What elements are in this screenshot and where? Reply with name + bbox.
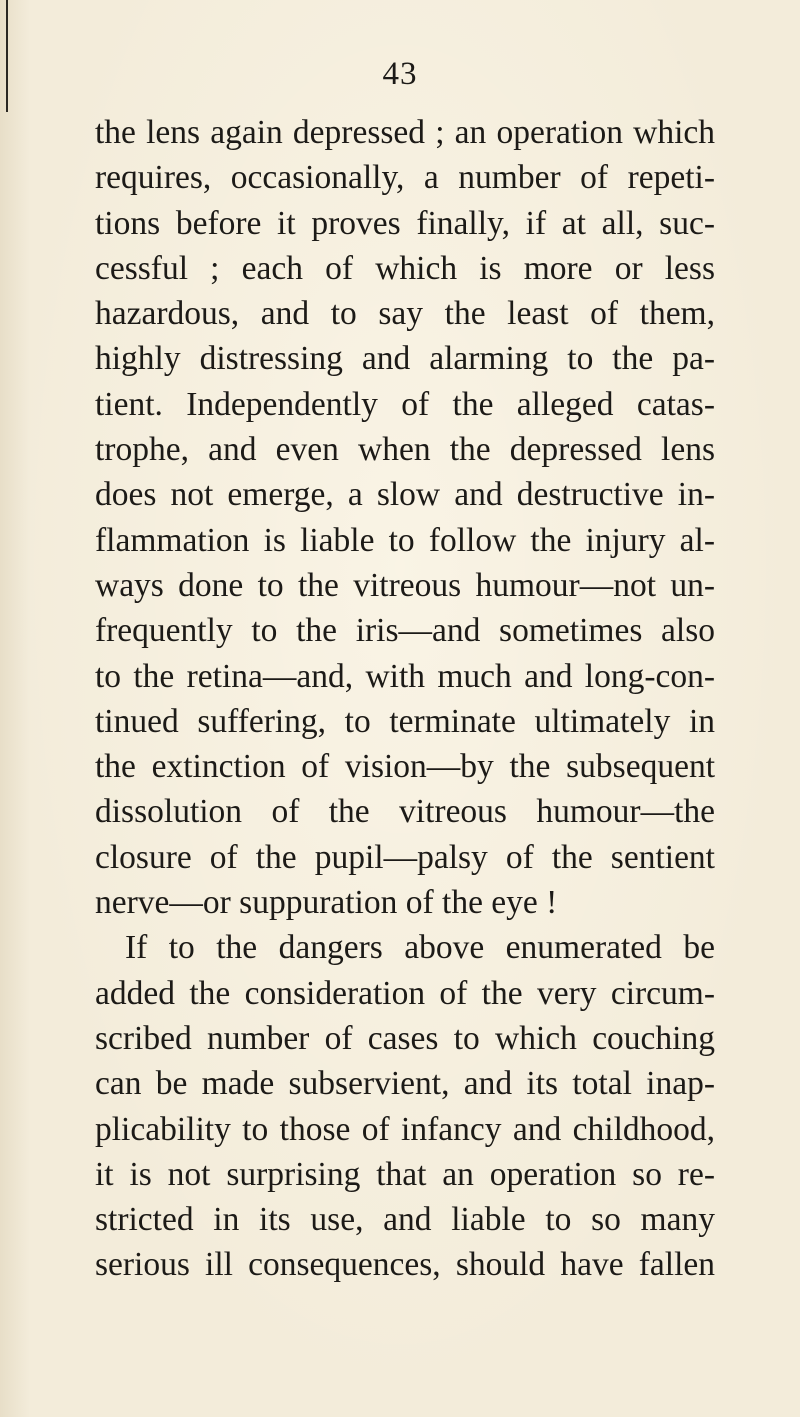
text-line: scribed number of cases to which couching — [95, 1019, 715, 1057]
text-line: it is not surprising that an operation so re- — [95, 1155, 715, 1193]
text-line: added the consideration of the very circum- — [95, 974, 715, 1012]
text-line: tions before it proves finally, if at all, suc- — [95, 204, 715, 242]
text-line: does not emerge, a slow and destructive in- — [95, 476, 715, 514]
text-line: serious ill consequences, should have fallen — [95, 1246, 715, 1284]
text-line: the extinction of vision—by the subsequent — [95, 748, 715, 786]
text-line: tient. Independently of the alleged catas- — [95, 385, 715, 423]
text-line: can be made subservient, and its total inap- — [95, 1065, 715, 1103]
text-line: stricted in its use, and liable to so many — [95, 1201, 715, 1239]
body-text — [95, 110, 715, 1288]
text-line: ways done to the vitreous humour—not un- — [95, 566, 715, 604]
text-line: nerve—or suppuration of the eye ! — [95, 884, 558, 922]
text-line: hazardous, and to say the least of them, — [95, 295, 715, 333]
text-line: tinued suffering, to terminate ultimately in — [95, 702, 715, 740]
text-line: to the retina—and, with much and long-con- — [95, 657, 715, 695]
page-number: 43 — [382, 56, 418, 92]
text-line: closure of the pupil—palsy of the sentient — [95, 838, 715, 876]
text-line: dissolution of the vitreous humour—the — [95, 793, 715, 831]
text-line: the lens again depressed ; an operation which — [95, 114, 715, 151]
text-line: flammation is liable to follow the injury al- — [95, 521, 715, 559]
text-line: If to the dangers above enumerated be — [125, 929, 715, 967]
text-line: plicability to those of infancy and childhood, — [95, 1110, 715, 1148]
text-line: requires, occasionally, a number of repeti- — [95, 159, 715, 197]
text-line: cessful ; each of which is more or less — [95, 249, 715, 287]
text-line: frequently to the iris—and sometimes also — [95, 612, 715, 650]
text-line: highly distressing and alarming to the pa- — [95, 340, 715, 378]
text-line: trophe, and even when the depressed lens — [95, 431, 715, 469]
